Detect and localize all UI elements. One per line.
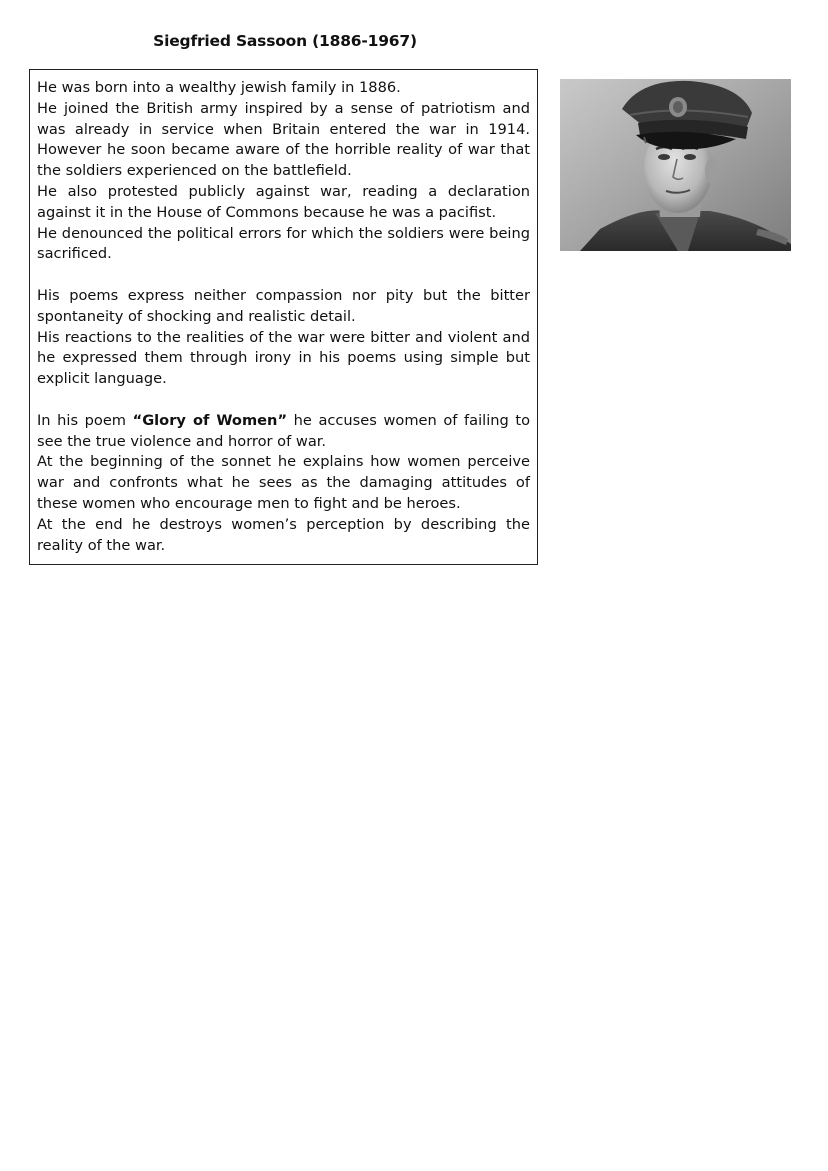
paragraph-army: He joined the British army inspired by a sense of patriotism and was already in service when Britain entered the war in 1914. However he soon became aware of the horrible reality of war that the soldiers experienced on the battlefield. [37,99,530,180]
paragraph-spacer [37,265,530,286]
paragraph-birth: He was born into a wealthy jewish family in 1886. [37,79,401,96]
paragraph-sonnet-beginning: At the beginning of the sonnet he explains how women perceive war and confronts what he sees as the damaging attitudes of these women who encourage men to fight and be heroes. [37,453,530,512]
paragraph-sonnet-end: At the end he destroys women’s perception by describing the reality of the war. [37,515,530,554]
paragraph-spacer [37,390,530,411]
poem-title: “Glory of Women” [132,411,288,429]
biography-text-box [29,69,538,565]
paragraph-political-errors: He denounced the political errors for which the soldiers were being sacrificed. [37,224,530,263]
portrait-photo [560,79,791,251]
paragraph-glory-of-women [37,411,530,453]
portrait-illustration [560,79,791,251]
page-title: Siegfried Sassoon (1886-1967) [153,32,417,50]
paragraph-text: he accuses women of failing to see the true violence and horror of war. [37,411,530,450]
paragraph-reactions: His reactions to the realities of the war were bitter and violent and he expressed them through irony in his poems using simple but explicit language. [37,328,530,388]
paragraph-poems-style: His poems express neither compassion nor pity but the bitter spontaneity of shocking and realistic detail. [37,286,530,325]
paragraph-text: In his poem [37,411,133,429]
paragraph-protest: He also protested publicly against war, reading a declaration against it in the House of Commons because he was a pacifist. [37,182,530,221]
